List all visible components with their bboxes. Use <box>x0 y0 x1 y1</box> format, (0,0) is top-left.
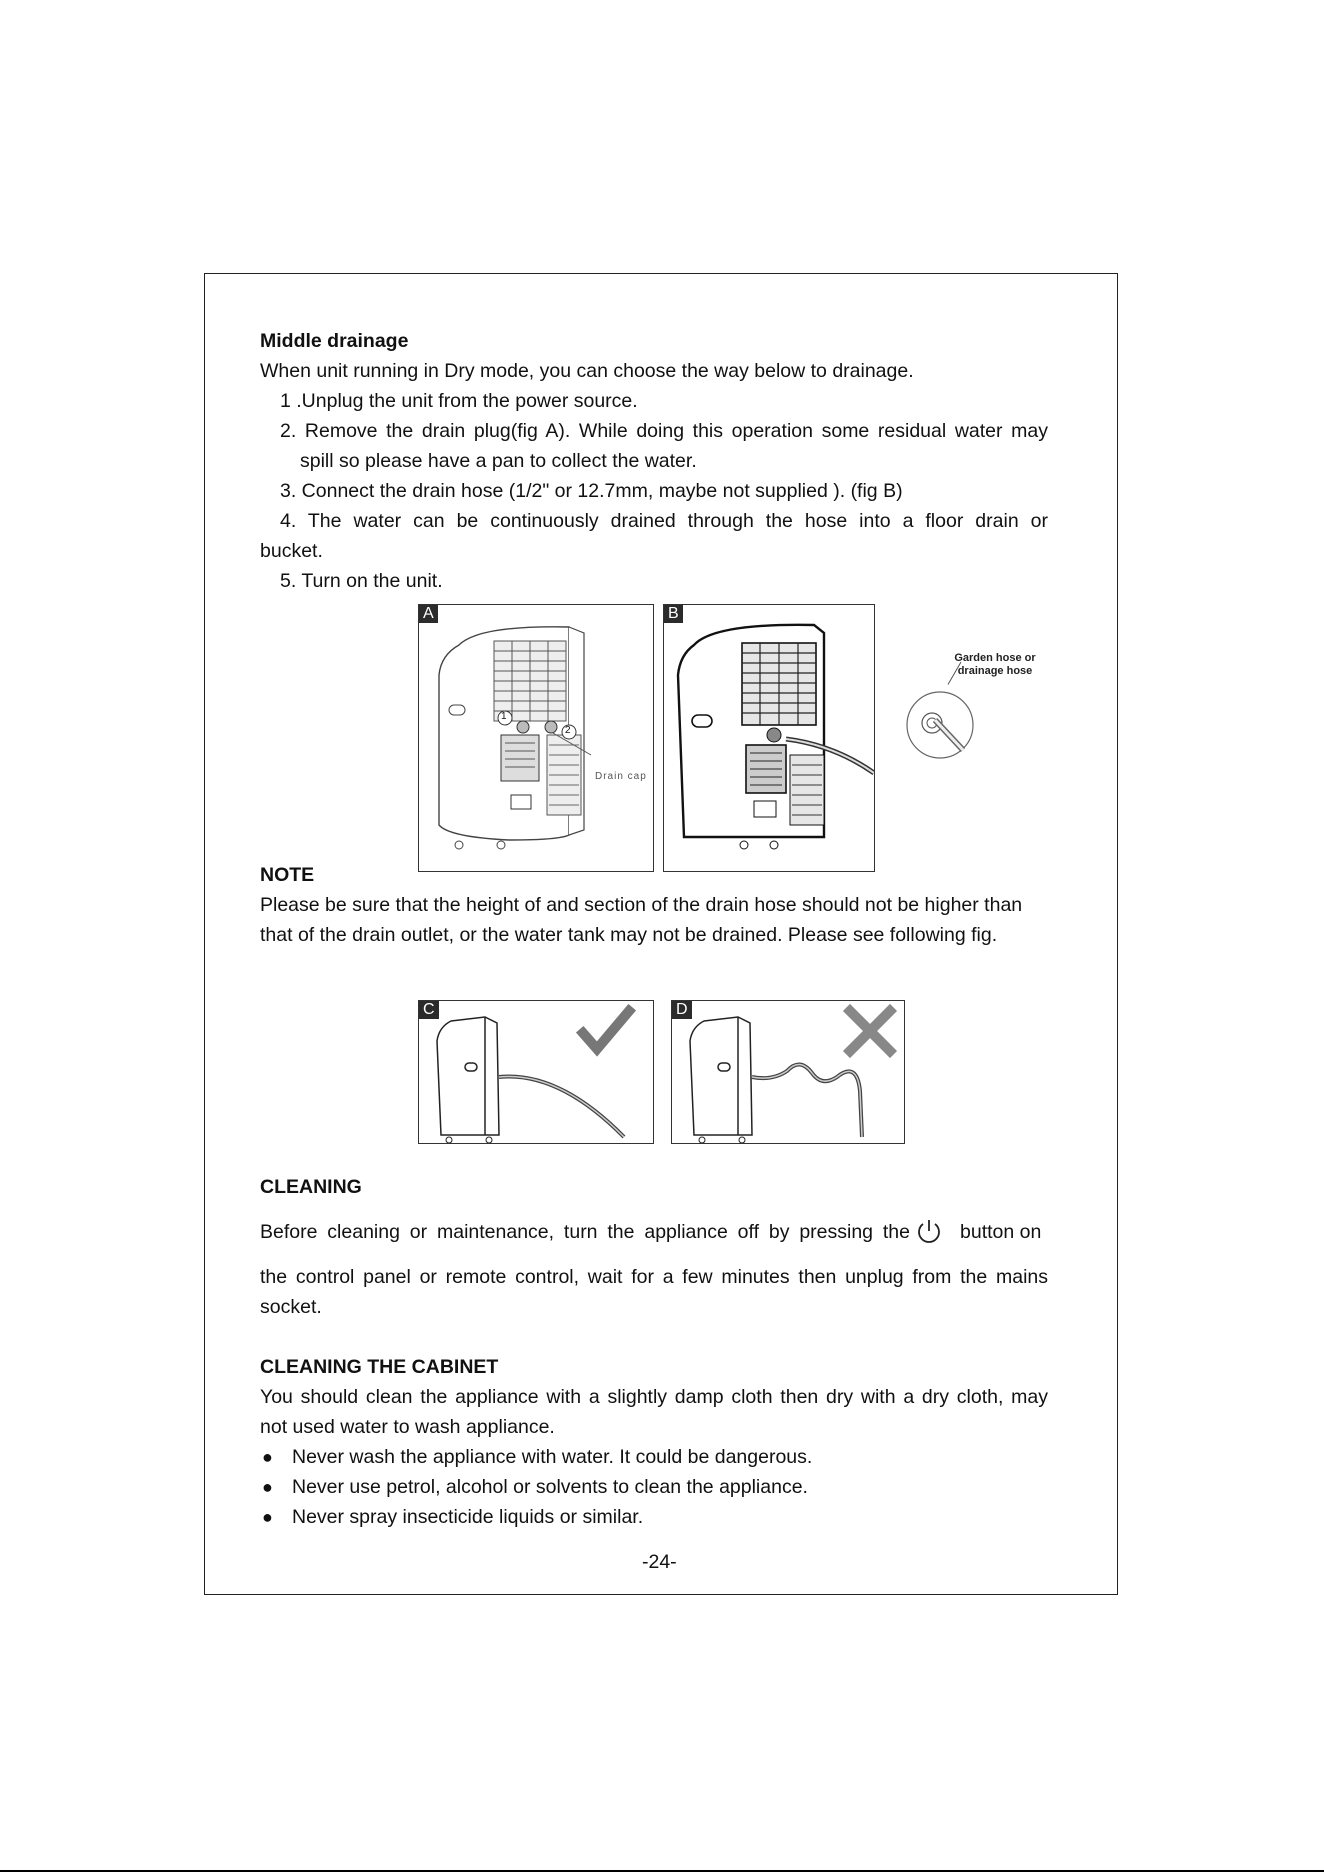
hose-label <box>940 652 1050 678</box>
hose-label-line-1: Garden hose or <box>954 652 1036 664</box>
figure-b-tag: B <box>664 605 683 623</box>
cleaning-heading: CLEANING <box>260 1176 362 1198</box>
drain-cap-label: Drain cap <box>595 771 647 782</box>
figure-b-drawing <box>664 605 875 872</box>
bullet-item-1: Never wash the appliance with water. It could be dangerous. <box>292 1446 813 1468</box>
figure-d-tag: D <box>672 1001 692 1019</box>
step-3: 3. Connect the drain hose (1/2" or 12.7mm, maybe not supplied ). (fig B) <box>280 480 903 502</box>
step-1: 1 .Unplug the unit from the power source. <box>280 390 638 412</box>
hose-detail-drawing <box>905 690 975 760</box>
step-2-line-1: 2. Remove the drain plug(fig A). While doing this operation some residual water may <box>280 420 1048 442</box>
bullet-marker: ● <box>262 1477 273 1497</box>
figure-d <box>671 1000 905 1144</box>
bullet-item-3: Never spray insecticide liquids or similar. <box>292 1506 644 1528</box>
figure-c-tag: C <box>419 1001 439 1019</box>
cleaning-line-2: the control panel or remote control, wait for a few minutes then unplug from the mains <box>260 1266 1048 1288</box>
step-5: 5. Turn on the unit. <box>280 570 443 592</box>
note-line-1: Please be sure that the height of and section of the drain hose should not be higher than <box>260 894 1023 916</box>
hose-label-line-2: drainage hose <box>957 665 1033 677</box>
cleaning-line-1-before: Before cleaning or maintenance, turn the appliance off by pressing the <box>260 1221 910 1243</box>
figure-c-drawing <box>419 1001 654 1144</box>
figure-c <box>418 1000 654 1144</box>
bullet-item-2: Never use petrol, alcohol or solvents to clean the appliance. <box>292 1476 808 1498</box>
step-2-line-2: spill so please have a pan to collect the water. <box>300 450 697 472</box>
cleaning-line-3: socket. <box>260 1296 322 1318</box>
step-4-line-2: bucket. <box>260 540 323 562</box>
cabinet-heading: CLEANING THE CABINET <box>260 1356 499 1378</box>
figure-d-drawing <box>672 1001 905 1144</box>
marker-2: 2 <box>565 725 571 736</box>
note-heading: NOTE <box>260 864 315 886</box>
intro-text: When unit running in Dry mode, you can choose the way below to drainage. <box>260 360 914 382</box>
section-heading-middle-drainage: Middle drainage <box>260 330 409 352</box>
figure-a-tag: A <box>419 605 438 623</box>
bullet-marker: ● <box>262 1507 273 1527</box>
cleaning-line-1-after: button on <box>960 1221 1042 1243</box>
cabinet-line-1: You should clean the appliance with a slightly damp cloth then dry with a dry cloth, may <box>260 1386 1048 1408</box>
step-4-line-1: 4. The water can be continuously drained through the hose into a floor drain or <box>280 510 1048 532</box>
marker-1: 1 <box>501 711 507 722</box>
figure-a-drawing <box>419 605 654 872</box>
figure-a <box>418 604 654 872</box>
note-line-2: that of the drain outlet, or the water tank may not be drained. Please see following fig. <box>260 924 998 946</box>
cabinet-line-2: not used water to wash appliance. <box>260 1416 555 1438</box>
power-icon <box>914 1216 944 1251</box>
figure-b <box>663 604 875 872</box>
hose-detail <box>905 690 975 760</box>
bullet-marker: ● <box>262 1447 273 1467</box>
page-number: -24- <box>642 1551 677 1573</box>
